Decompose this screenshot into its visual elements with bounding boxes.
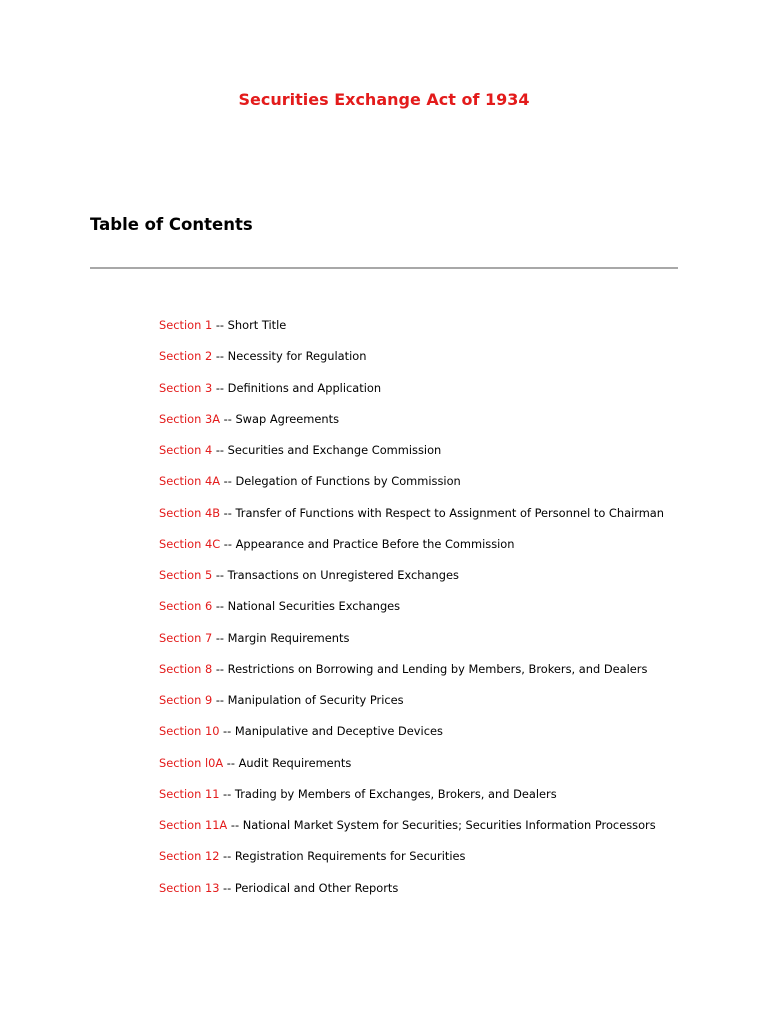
separator: -- — [212, 693, 228, 707]
section-11a-link[interactable]: Section 11A — [159, 818, 228, 832]
separator: -- — [219, 849, 235, 864]
separator: -- — [212, 380, 228, 395]
section-title: Necessity for Regulation — [227, 349, 367, 364]
toc-item — [159, 597, 664, 628]
section-title: Transfer of Functions with Respect to Assignment of Personnel to Chairman — [235, 505, 665, 520]
toc-item — [159, 316, 664, 347]
toc-item — [159, 816, 664, 847]
separator: -- — [219, 474, 236, 489]
toc-item — [159, 722, 664, 753]
separator: -- — [219, 411, 236, 426]
separator: -- — [212, 568, 228, 582]
section-12-link[interactable]: Section 12 — [159, 849, 220, 864]
toc-item — [159, 785, 664, 816]
section-10-link[interactable]: Section 10 — [159, 724, 220, 739]
section-10a-link[interactable]: Section l0A — [159, 755, 224, 770]
separator: -- — [212, 599, 228, 614]
separator: -- — [212, 661, 228, 676]
separator: -- — [212, 443, 228, 457]
section-title: National Market System for Securities; Securities Information Processors — [242, 818, 656, 832]
section-6-link[interactable]: Section 6 — [159, 599, 213, 614]
toc-item — [159, 754, 664, 785]
horizontal-rule — [90, 267, 678, 269]
section-title: Restrictions on Borrowing and Lending by Members, Brokers, and Dealers — [227, 661, 648, 676]
section-7-link[interactable]: Section 7 — [159, 630, 213, 645]
section-title: Definitions and Application — [227, 380, 382, 395]
separator: -- — [220, 536, 236, 551]
toc-item — [159, 879, 664, 910]
section-1-link[interactable]: Section 1 — [159, 318, 213, 332]
toc-item — [159, 660, 664, 691]
separator: -- — [219, 724, 235, 739]
section-title: Transactions on Unregistered Exchanges — [227, 568, 459, 582]
section-title: Appearance and Practice Before the Commission — [235, 536, 515, 551]
section-3a-link[interactable]: Section 3A — [159, 411, 220, 426]
toc-heading: Table of Contents — [90, 215, 253, 234]
toc-item — [159, 629, 664, 660]
section-title: Short Title — [227, 318, 287, 332]
toc-item — [159, 379, 664, 410]
section-4-link[interactable]: Section 4 — [159, 443, 213, 457]
separator: -- — [212, 630, 228, 645]
toc-item — [159, 847, 664, 878]
section-title: Swap Agreements — [235, 411, 340, 426]
section-title: Delegation of Functions by Commission — [235, 474, 461, 489]
section-title: Registration Requirements for Securities — [234, 849, 466, 864]
toc-list — [159, 316, 664, 910]
separator: -- — [223, 755, 239, 770]
separator: -- — [227, 818, 243, 832]
toc-item — [159, 441, 664, 472]
toc-item — [159, 691, 664, 722]
section-4c-link[interactable]: Section 4C — [159, 536, 221, 551]
section-4b-link[interactable]: Section 4B — [159, 505, 221, 520]
section-title: Manipulation of Security Prices — [227, 693, 404, 707]
separator: -- — [212, 318, 228, 332]
separator: -- — [219, 786, 235, 801]
section-title: Margin Requirements — [227, 630, 350, 645]
document-title: Securities Exchange Act of 1934 — [238, 90, 530, 109]
toc-item — [159, 410, 664, 441]
toc-item — [159, 472, 664, 503]
section-3-link[interactable]: Section 3 — [159, 380, 213, 395]
section-13-link[interactable]: Section 13 — [159, 880, 220, 895]
section-title: Securities and Exchange Commission — [227, 443, 442, 457]
section-title: Periodical and Other Reports — [234, 880, 399, 895]
section-4a-link[interactable]: Section 4A — [159, 474, 220, 489]
section-title: Manipulative and Deceptive Devices — [234, 724, 443, 739]
toc-item — [159, 347, 664, 378]
toc-item — [159, 566, 664, 597]
section-2-link[interactable]: Section 2 — [159, 349, 213, 364]
separator: -- — [220, 505, 236, 520]
section-8-link[interactable]: Section 8 — [159, 661, 213, 676]
section-title: Trading by Members of Exchanges, Brokers, and Dealers — [234, 786, 557, 801]
section-5-link[interactable]: Section 5 — [159, 568, 213, 582]
section-title: Audit Requirements — [238, 755, 352, 770]
section-title: National Securities Exchanges — [227, 599, 401, 614]
section-9-link[interactable]: Section 9 — [159, 693, 213, 707]
separator: -- — [212, 349, 228, 364]
toc-item — [159, 504, 664, 535]
toc-item — [159, 535, 664, 566]
section-11-link[interactable]: Section 11 — [159, 786, 220, 801]
separator: -- — [219, 880, 235, 895]
